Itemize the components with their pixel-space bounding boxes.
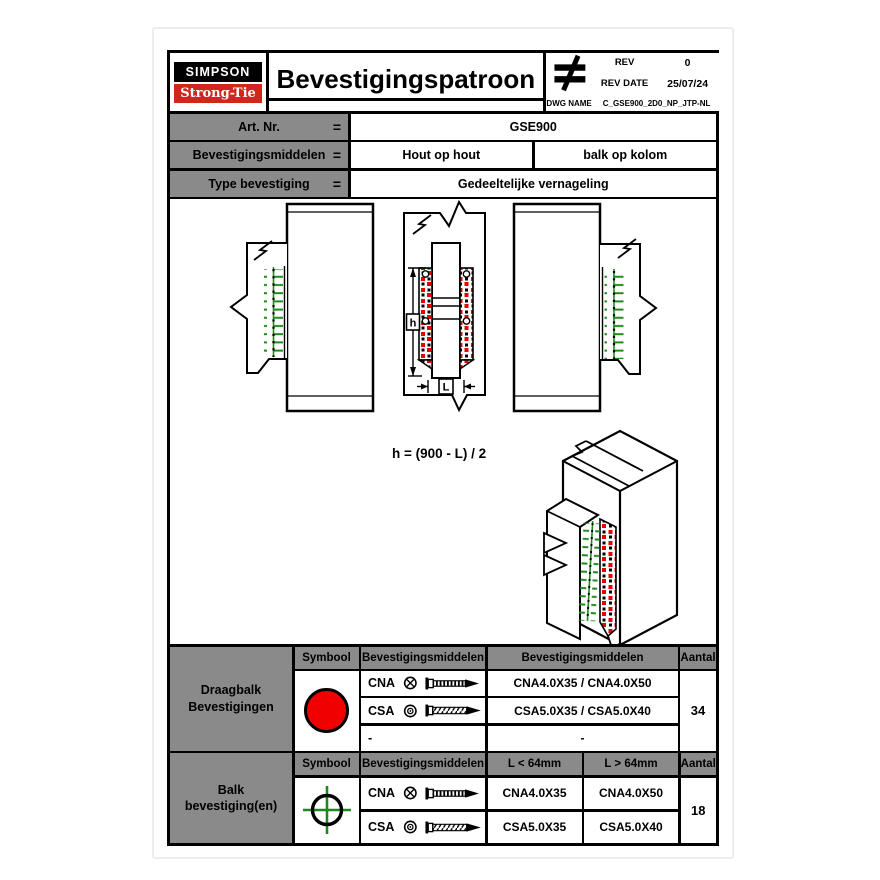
col-header-aantal: Aantal (681, 753, 717, 775)
fastener-row-cna (361, 778, 485, 810)
col-header-middelen: Bevestigingsmiddelen (361, 753, 485, 775)
draagbalk-symbol-cell (295, 671, 359, 751)
page-title: Bevestigingspatroon (269, 64, 544, 101)
balk-table (170, 753, 716, 843)
col-header-l-short: L < 64mm (488, 753, 582, 775)
crosshair-icon (300, 783, 354, 837)
ring-shank-nail-icon (425, 676, 485, 691)
rev-label: REV (595, 53, 655, 72)
fastener-code: CSA (368, 820, 395, 835)
type-bevestiging-value: Gedeeltelijke vernageling (351, 171, 717, 197)
height-formula: h = (900 - L) / 2 (392, 446, 487, 461)
logo-simpson: SIMPSON (174, 62, 262, 82)
draagbalk-row-label: Draagbalk Bevestigingen (170, 647, 292, 751)
right-elevation-view (514, 204, 656, 411)
wood-screw-icon (425, 820, 485, 835)
rev-date-label: REV DATE (595, 74, 655, 93)
fastener-code: CSA (368, 703, 395, 718)
col-header-l-long: L > 64mm (584, 753, 678, 775)
fastener-code: CNA (368, 786, 396, 801)
fastener-code: - (368, 731, 373, 746)
art-nr-value: GSE900 (351, 114, 717, 140)
equals-sign: = (332, 175, 341, 192)
equals-sign: = (332, 147, 341, 163)
bevestigingsmiddelen-row (170, 142, 716, 168)
simpson-strongtie-logo (170, 53, 266, 111)
revision-block (546, 53, 719, 111)
csa-round-head-icon (403, 819, 418, 835)
ring-shank-nail-icon (425, 786, 485, 801)
fastener-code: CNA (368, 676, 396, 691)
fastener-value: CNA4.0X35 / CNA4.0X50 (488, 671, 678, 696)
balk-symbol-cell (295, 778, 359, 844)
csa-round-head-icon (403, 703, 418, 719)
type-bevestiging-row (170, 171, 716, 197)
dwg-name-label: DWG NAME (546, 95, 593, 111)
fastener-value-short: CNA4.0X35 (488, 778, 582, 810)
drawing-area (170, 199, 716, 644)
wood-screw-icon (425, 703, 485, 718)
fastener-value-long: CNA4.0X50 (584, 778, 678, 810)
fastener-row-cna (361, 671, 485, 696)
logo-strongtie: Strong-Tie (174, 84, 262, 103)
col-header-symbool: Symbool (295, 753, 359, 775)
draagbalk-aantal-value: 34 (680, 671, 716, 751)
dim-h-label: h (409, 317, 417, 330)
col-header-aantal: Aantal (680, 647, 716, 669)
art-nr-label: Art. Nr. (238, 119, 280, 134)
red-circle-icon (304, 688, 349, 733)
fastener-value-short: CSA5.0X35 (488, 812, 582, 844)
col-header-symbool: Symbool (295, 647, 359, 669)
section-view (404, 202, 485, 410)
col-header-middelen2: Bevestigingsmiddelen (488, 647, 678, 669)
document-frame (167, 50, 719, 846)
cna-round-head-icon (403, 785, 418, 801)
left-elevation-view (231, 204, 373, 411)
fastener-row-empty (361, 726, 485, 751)
equals-sign: = (332, 118, 341, 135)
rev-date-value: 25/07/24 (657, 74, 719, 93)
technical-drawing (170, 199, 716, 644)
rev-value: 0 (657, 53, 719, 72)
not-equal-icon (546, 53, 593, 93)
isometric-view (544, 431, 677, 644)
fastener-value: CSA5.0X35 / CSA5.0X40 (488, 698, 678, 723)
fastener-value: - (488, 726, 678, 751)
dim-l-label: L (442, 381, 450, 394)
bevestigingsmiddelen-left-value: Hout op hout (351, 142, 533, 168)
balk-row-label: Balk bevestiging(en) (170, 753, 292, 843)
fastener-row-csa (361, 698, 485, 723)
fastener-value-long: CSA5.0X40 (584, 812, 678, 844)
fastener-row-csa (361, 812, 485, 844)
draagbalk-table (170, 647, 716, 751)
title-block (170, 53, 716, 111)
balk-aantal-value: 18 (681, 778, 717, 844)
dwg-name-value: C_GSE900_2D0_NP_JTP-NL (595, 95, 719, 111)
col-header-middelen: Bevestigingsmiddelen (361, 647, 485, 669)
art-nr-row (170, 114, 716, 140)
bevestigingsmiddelen-label: Bevestigingsmiddelen (192, 148, 326, 162)
bevestigingsmiddelen-right-value: balk op kolom (535, 142, 717, 168)
type-bevestiging-label: Type bevestiging (208, 176, 310, 191)
cna-round-head-icon (403, 675, 418, 691)
